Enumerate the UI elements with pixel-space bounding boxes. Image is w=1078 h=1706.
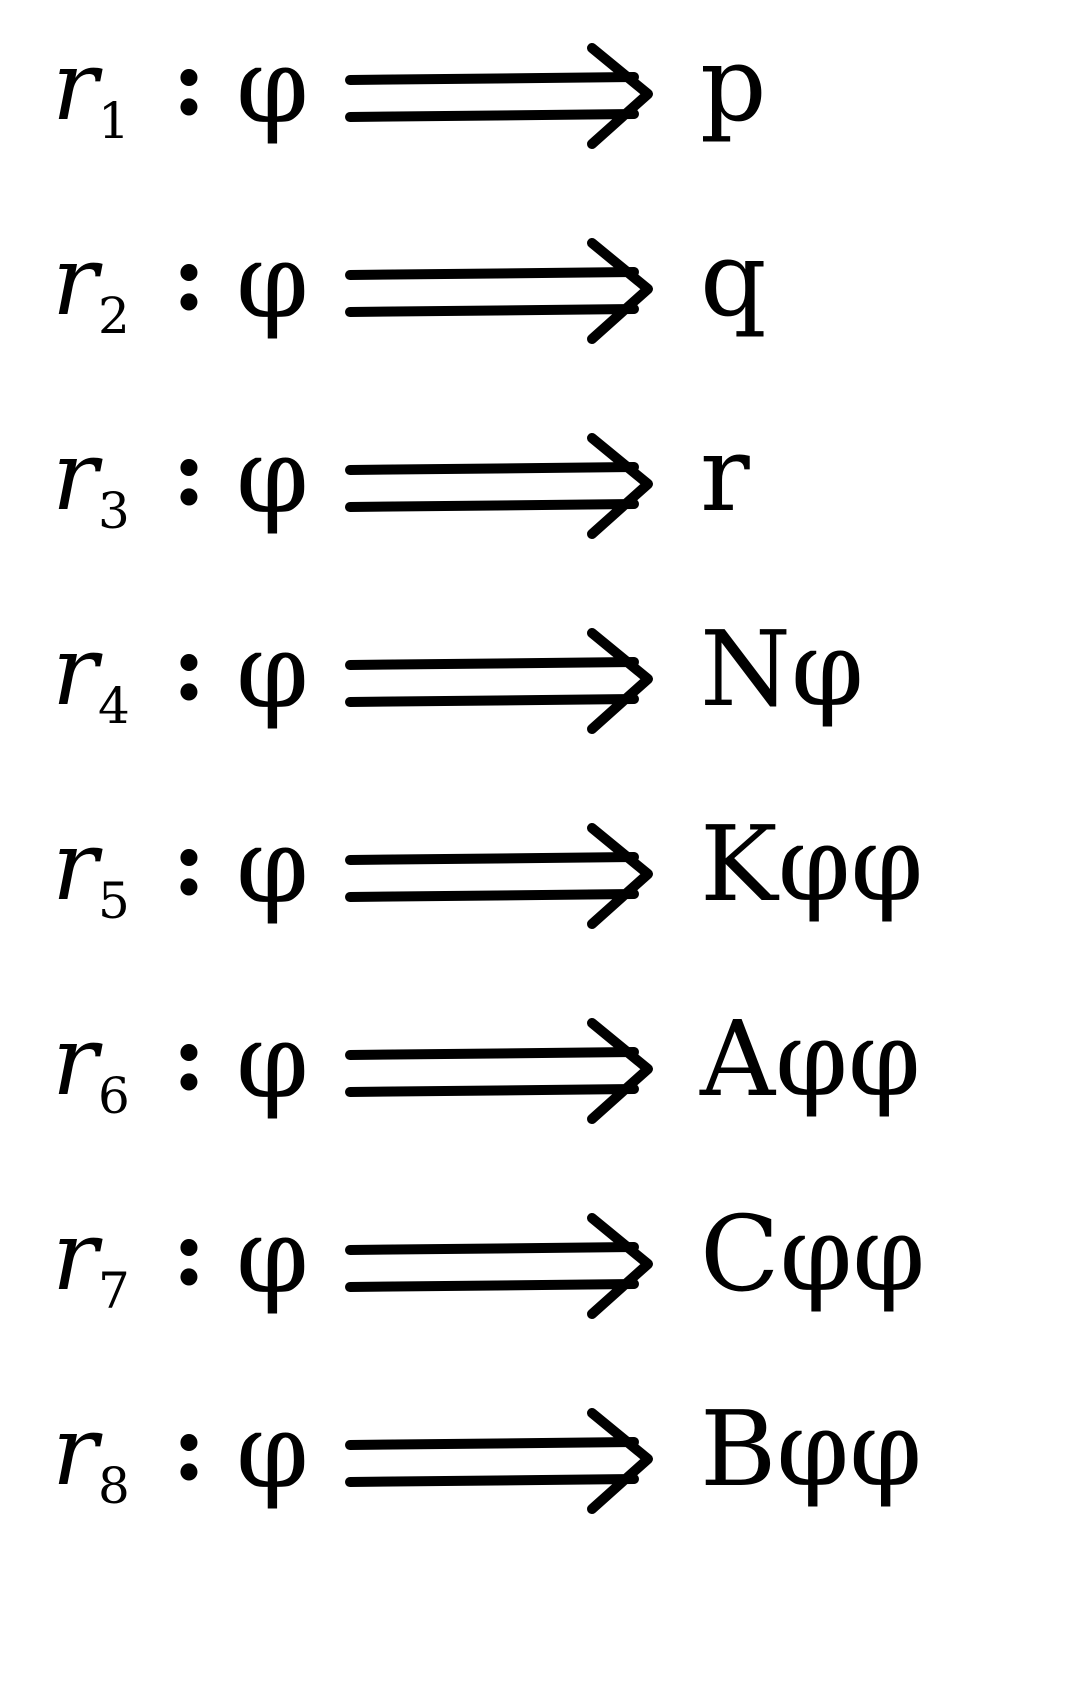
rule-row-1 [0, 18, 1078, 168]
double-arrow-icon [342, 40, 662, 150]
rule-name: r 1 [52, 30, 130, 150]
rule-row-2 [0, 213, 1078, 363]
rule-name: r 4 [52, 615, 130, 735]
rule-rhs: Cφφ [700, 1193, 926, 1315]
rule-rhs: Nφ [700, 608, 864, 730]
double-arrow-icon [342, 1210, 662, 1320]
double-arrow-icon [342, 1405, 662, 1515]
rule-index: 1 [98, 92, 130, 150]
rule-index: 2 [98, 287, 130, 345]
rule-lhs: φ [236, 220, 309, 342]
rule-lhs: φ [236, 1000, 309, 1122]
rule-rhs: Bφφ [700, 1388, 923, 1510]
rule-index: 3 [98, 482, 130, 540]
rule-index: 6 [98, 1067, 130, 1125]
rule-colon: : [172, 1393, 206, 1501]
rule-colon: : [172, 28, 206, 136]
rule-rhs: Kφφ [700, 803, 924, 925]
rule-row-6 [0, 993, 1078, 1143]
rule-lhs: φ [236, 805, 309, 927]
rule-lhs: φ [236, 1390, 309, 1512]
double-arrow-icon [342, 235, 662, 345]
rule-row-5 [0, 798, 1078, 948]
rule-lhs: φ [236, 415, 309, 537]
double-arrow-icon [342, 1015, 662, 1125]
rule-name: r 2 [52, 225, 130, 345]
rule-index: 5 [98, 872, 130, 930]
double-arrow-icon [342, 625, 662, 735]
rule-name: r 3 [52, 420, 130, 540]
rule-rhs: p [700, 23, 767, 145]
rule-rhs: q [700, 218, 767, 340]
rule-colon: : [172, 223, 206, 331]
rule-colon: : [172, 808, 206, 916]
rule-lhs: φ [236, 1195, 309, 1317]
rule-colon: : [172, 613, 206, 721]
rule-name: r 6 [52, 1005, 130, 1125]
rule-colon: : [172, 1003, 206, 1111]
rule-row-8 [0, 1383, 1078, 1533]
rule-index: 8 [98, 1457, 130, 1515]
rule-lhs: φ [236, 610, 309, 732]
rule-index: 4 [98, 677, 130, 735]
rule-index: 7 [98, 1262, 130, 1320]
rule-lhs: φ [236, 25, 309, 147]
rule-name: r 7 [52, 1200, 130, 1320]
rule-row-7 [0, 1188, 1078, 1338]
rule-name: r 8 [52, 1395, 130, 1515]
rule-colon: : [172, 418, 206, 526]
rule-colon: : [172, 1198, 206, 1306]
double-arrow-icon [342, 820, 662, 930]
rule-rhs: Aφφ [700, 998, 921, 1120]
double-arrow-icon [342, 430, 662, 540]
rule-row-3 [0, 408, 1078, 558]
rule-rhs: r [700, 413, 750, 535]
rule-row-4 [0, 603, 1078, 753]
rule-name: r 5 [52, 810, 130, 930]
